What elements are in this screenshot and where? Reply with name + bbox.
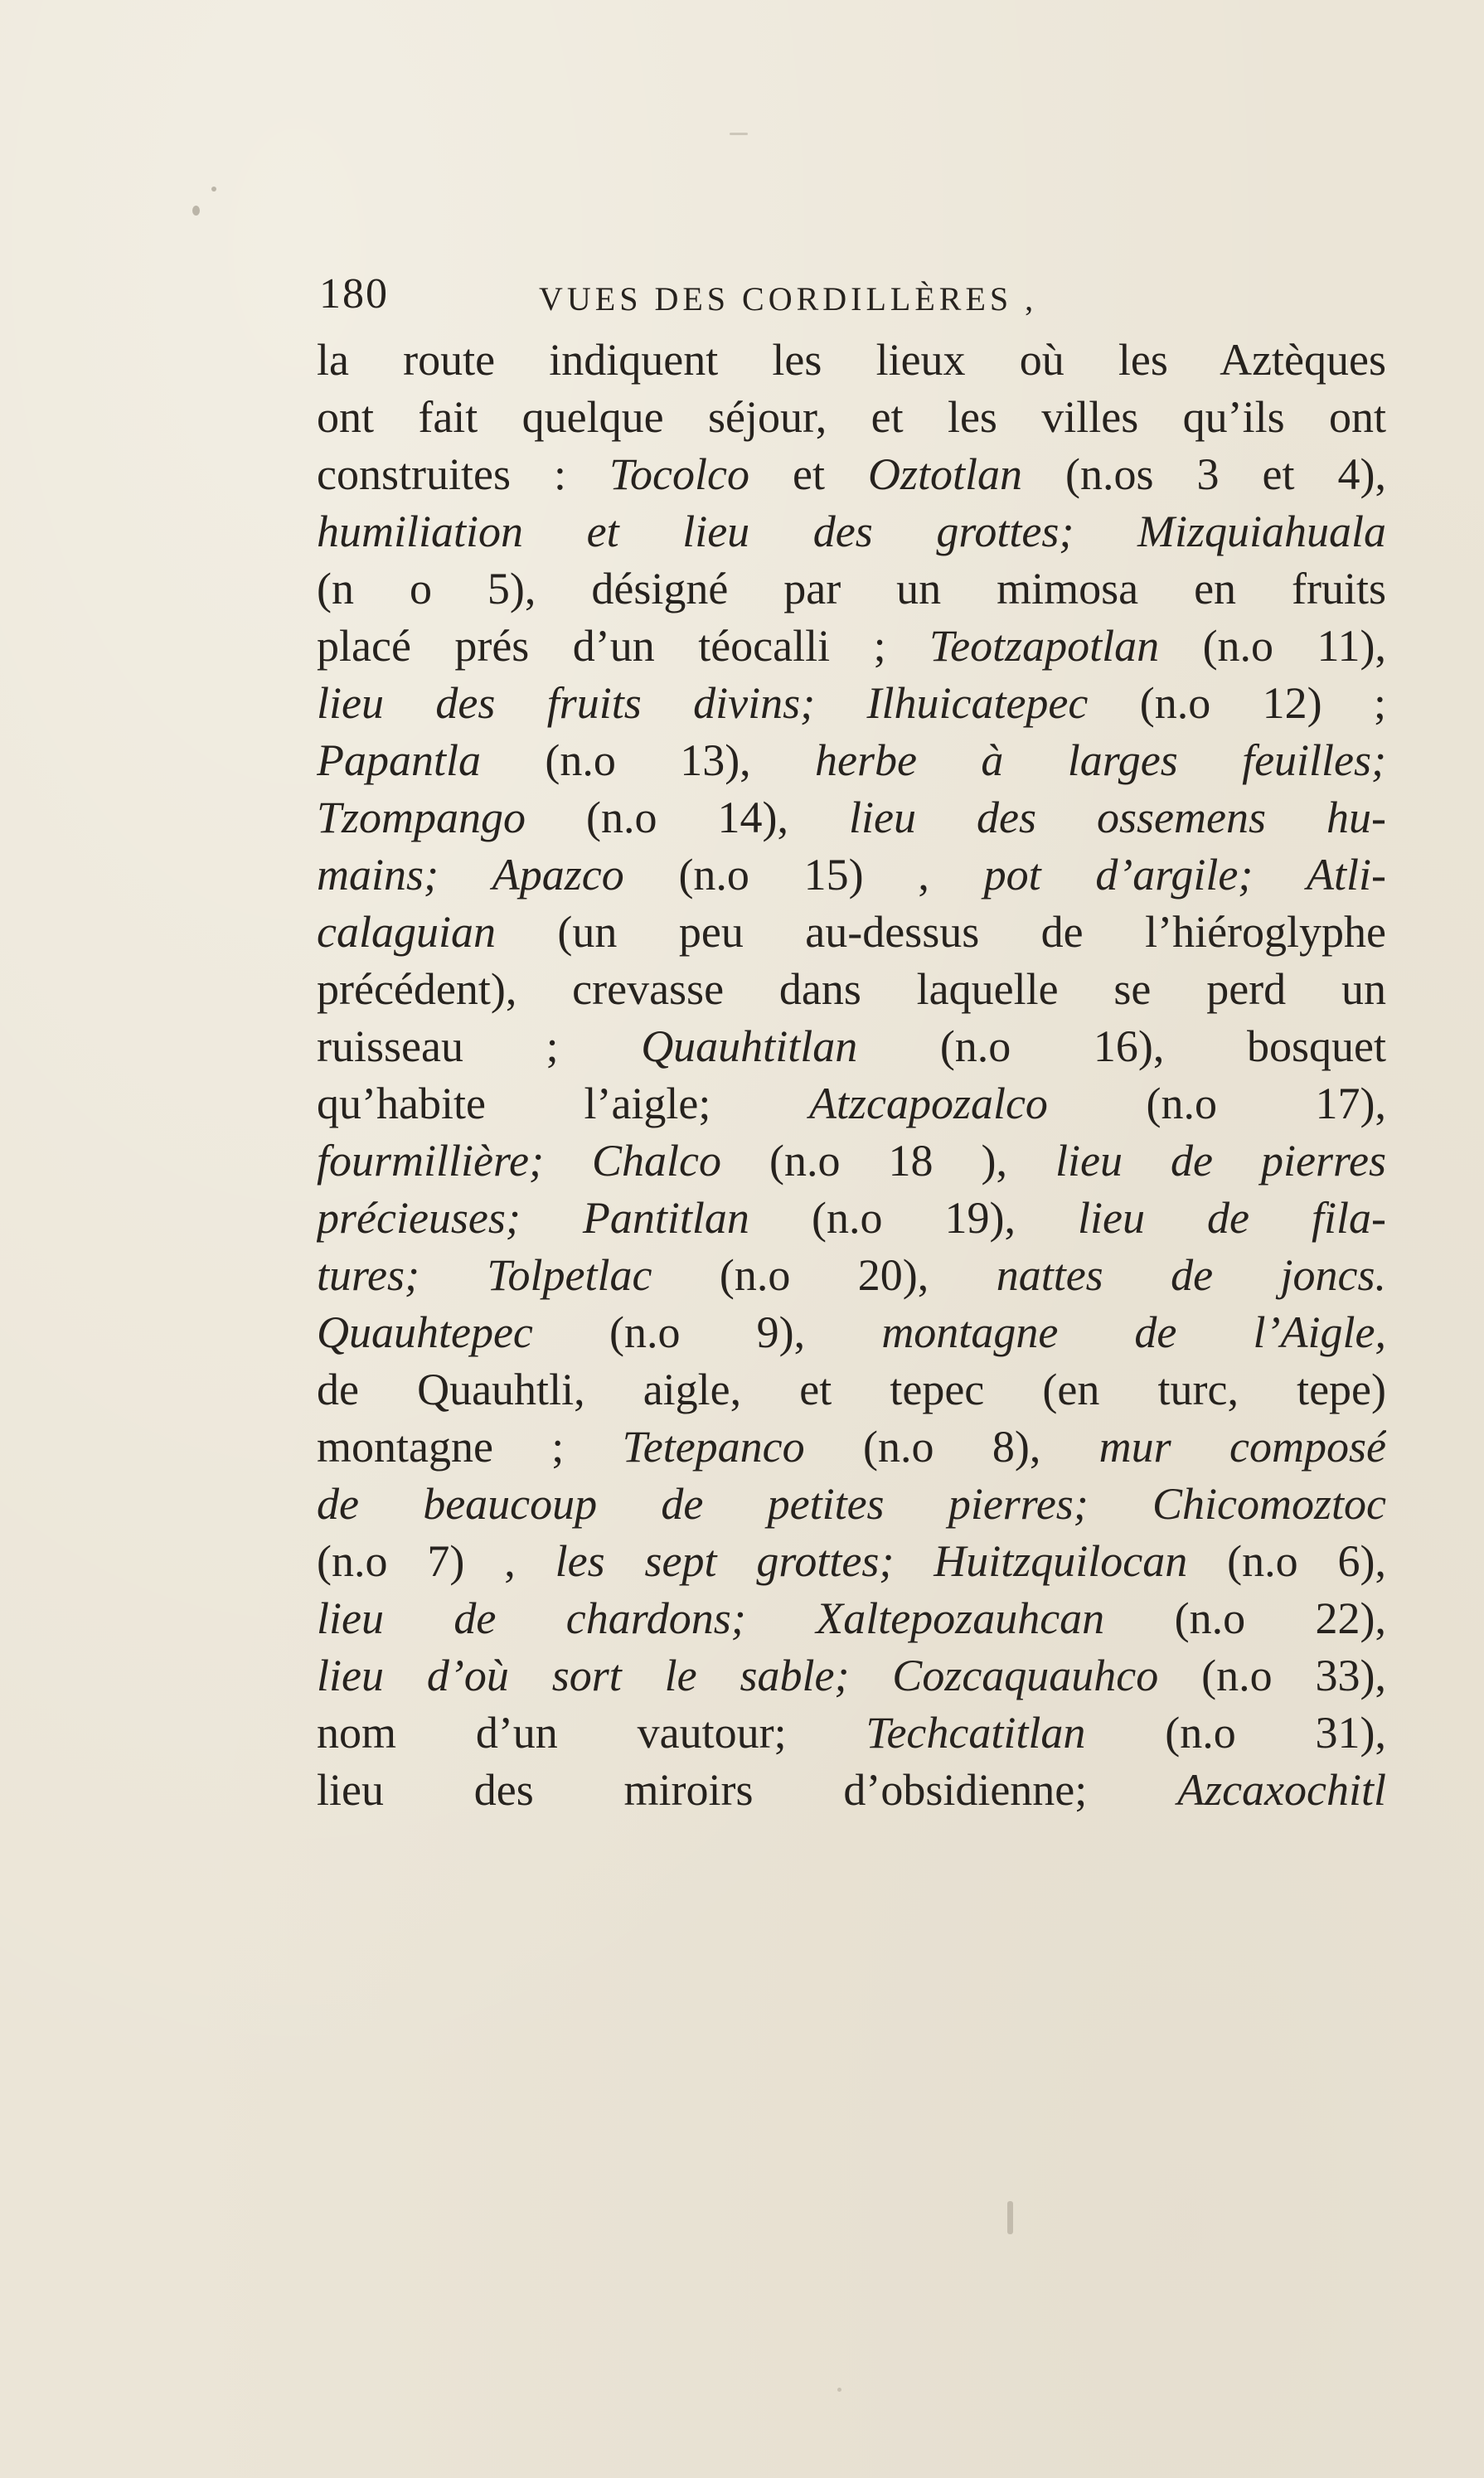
roman-run: (n.o 22),	[1104, 1593, 1386, 1643]
text-line	[317, 846, 1386, 904]
text-line	[317, 1018, 1386, 1075]
text-line	[317, 1075, 1386, 1132]
text-line	[317, 1762, 1386, 1819]
paper-speck	[192, 206, 200, 216]
text-line	[317, 961, 1386, 1018]
roman-run: (n.o 7) ,	[317, 1536, 555, 1586]
page-header	[319, 269, 1389, 319]
text-line	[317, 904, 1386, 961]
body-text	[317, 332, 1386, 1819]
text-line	[317, 560, 1386, 618]
italic-run: Atzcapozalco	[808, 1079, 1048, 1128]
italic-run: Azcaxochitl	[1177, 1765, 1386, 1815]
roman-run: (n.o 18 ),	[720, 1136, 1056, 1186]
paper-speck	[837, 2388, 841, 2392]
roman-run: (n.o 19),	[749, 1193, 1078, 1243]
italic-run: Techcatitlan	[866, 1708, 1086, 1758]
roman-run: ont fait quelque séjour, et les villes qu’ils ont	[317, 392, 1386, 442]
text-line	[317, 1361, 1386, 1418]
paper-speck	[1007, 2201, 1013, 2234]
roman-run: (n.o 14),	[526, 793, 850, 842]
italic-run: humiliation et lieu des grottes; Mizquiahuala	[317, 507, 1386, 556]
roman-run: (n.o 15) ,	[623, 850, 984, 900]
italic-run: Quauhtepec	[317, 1307, 533, 1357]
text-line	[317, 1304, 1386, 1361]
italic-run: Papantla	[317, 735, 481, 785]
italic-run: Tzompango	[317, 793, 526, 842]
italic-run: lieu de fila-	[1078, 1193, 1386, 1243]
roman-run: la route indiquent les lieux où les Aztèques	[317, 335, 1386, 385]
italic-run: mur composé	[1098, 1422, 1386, 1472]
italic-run: calaguian	[317, 907, 496, 957]
italic-run: lieu des ossemens hu-	[849, 793, 1386, 842]
italic-run: herbe à larges feuilles;	[815, 735, 1386, 785]
text-line	[317, 1647, 1386, 1705]
roman-run: ruisseau ;	[317, 1021, 642, 1071]
roman-run: (n.o 12) ;	[1088, 678, 1386, 728]
text-line	[317, 618, 1386, 675]
roman-run: de Quauhtli, aigle, et tepec (en turc, tepe)	[317, 1365, 1386, 1414]
italic-run: fourmillière; Chalco	[317, 1136, 721, 1186]
text-line	[317, 389, 1386, 446]
italic-run: Oztotlan	[867, 449, 1023, 499]
roman-run: (n.o 31),	[1085, 1708, 1386, 1758]
text-line	[317, 1590, 1386, 1647]
text-line	[317, 503, 1386, 560]
italic-run: lieu des fruits divins; Ilhuicatepec	[317, 678, 1089, 728]
text-line	[317, 1533, 1386, 1590]
roman-run: (n.o 9),	[532, 1307, 882, 1357]
roman-run: (n.o 17),	[1047, 1079, 1386, 1128]
italic-run: Quauhtitlan	[641, 1021, 858, 1071]
text-line	[317, 1247, 1386, 1304]
italic-run: lieu de pierres	[1055, 1136, 1386, 1186]
italic-run: Tocolco	[609, 449, 749, 499]
italic-run: de beaucoup de petites pierres; Chicomoztoc	[317, 1479, 1386, 1529]
roman-run: (n.o 11),	[1159, 621, 1386, 671]
roman-run: nom d’un vautour;	[317, 1708, 866, 1758]
roman-run: et	[749, 449, 868, 499]
roman-run: placé prés d’un téocalli ;	[317, 621, 930, 671]
paper-speck	[730, 133, 748, 135]
roman-run: (un peu au-dessus de l’hiéroglyphe	[495, 907, 1386, 957]
text-line	[317, 1190, 1386, 1247]
text-line	[317, 1476, 1386, 1533]
italic-run: lieu de chardons; Xaltepozauhcan	[317, 1593, 1105, 1643]
text-line	[317, 332, 1386, 389]
italic-run: Tetepanco	[622, 1422, 805, 1472]
roman-run: (n.o 6),	[1187, 1536, 1386, 1586]
italic-run: mains; Apazco	[317, 850, 624, 900]
italic-run: nattes de joncs.	[996, 1250, 1386, 1300]
text-line	[317, 1418, 1386, 1476]
page-number: 180	[319, 270, 389, 318]
text-line	[317, 1705, 1386, 1762]
italic-run: les sept grottes; Huitzquilocan	[555, 1536, 1188, 1586]
roman-run: précédent), crevasse dans laquelle se perd un	[317, 964, 1386, 1014]
italic-run: Teotzapotlan	[929, 621, 1160, 671]
paper-speck	[211, 187, 216, 192]
roman-run: montagne ;	[317, 1422, 623, 1472]
text-line	[317, 675, 1386, 732]
italic-run: lieu d’où sort le sable; Cozcaquauhco	[317, 1651, 1159, 1700]
italic-run: précieuses; Pantitlan	[317, 1193, 749, 1243]
roman-run: qu’habite l’aigle;	[317, 1079, 809, 1128]
roman-run: (n.o 8),	[804, 1422, 1099, 1472]
italic-run: tures; Tolpetlac	[317, 1250, 652, 1300]
roman-run: (n.os 3 et 4),	[1022, 449, 1386, 499]
roman-run: (n.o 16), bosquet	[857, 1021, 1386, 1071]
roman-run: (n.o 13),	[481, 735, 816, 785]
roman-run: lieu des miroirs d’obsidienne;	[317, 1765, 1178, 1815]
italic-run: pot d’argile; Atli-	[983, 850, 1386, 900]
running-head: VUES DES CORDILLÈRES ,	[539, 280, 1038, 318]
roman-run: construites :	[317, 449, 609, 499]
roman-run: (n.o 20),	[652, 1250, 997, 1300]
italic-run: montagne de l’Aigle,	[881, 1307, 1386, 1357]
roman-run: (n.o 33),	[1158, 1651, 1386, 1700]
text-line	[317, 1132, 1386, 1190]
text-line	[317, 789, 1386, 846]
roman-run: (n o 5), désigné par un mimosa en fruits	[317, 564, 1386, 613]
text-line	[317, 446, 1386, 503]
text-line	[317, 732, 1386, 789]
